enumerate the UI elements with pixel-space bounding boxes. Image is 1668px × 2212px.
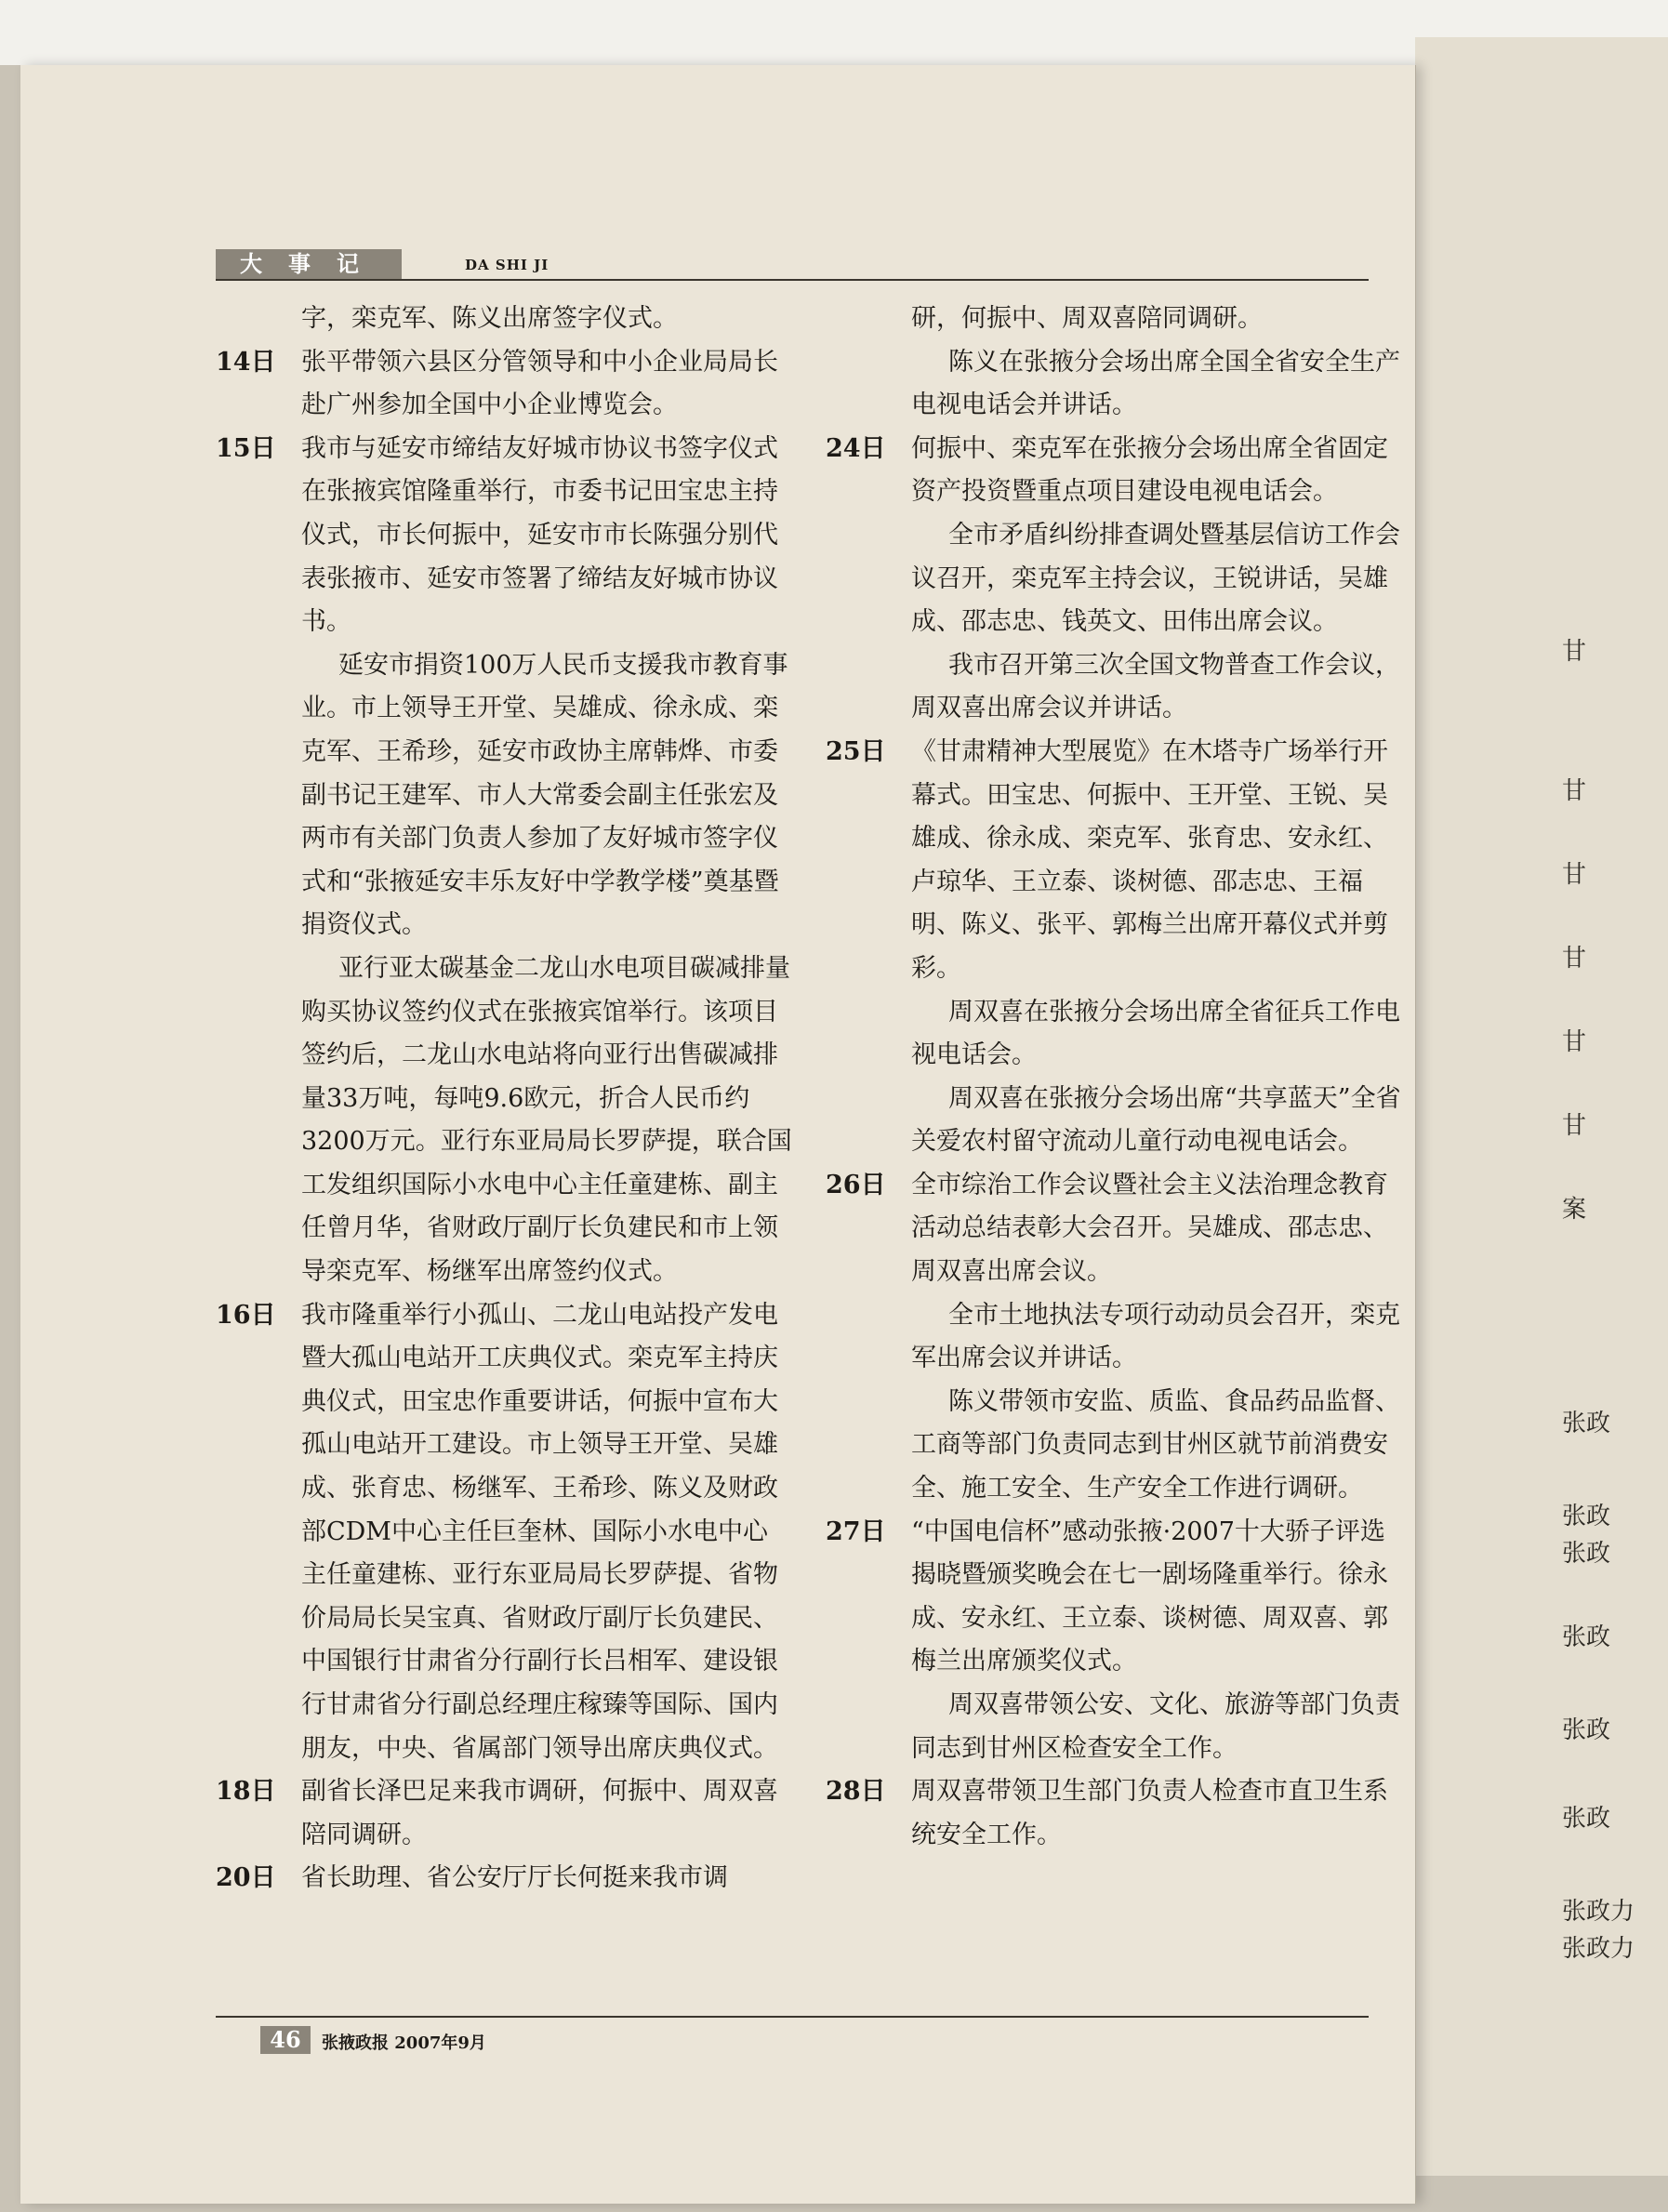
entry xyxy=(216,298,792,341)
entry xyxy=(216,1294,792,1771)
entry-text: 周双喜在张掖分会场出席“共享蓝天”全省关爱农村留守流动儿童行动电视电话会。 xyxy=(911,1083,1401,1157)
edge-fragment: 甘 xyxy=(1562,1112,1587,1140)
left-column xyxy=(216,298,792,1901)
entry-day: 25日 xyxy=(826,736,886,766)
entry xyxy=(216,947,792,1294)
entry-text: 陈义在张掖分会场出席全国全省安全生产电视电话会并讲话。 xyxy=(911,347,1400,420)
entry xyxy=(216,644,792,947)
entry-text: 亚行亚太碳基金二龙山水电项目碳减排量购买协议签约仪式在张掖宾馆举行。该项目签约后，二龙山水电站将向亚行出售碳减排量33万吨，每吨9.6欧元，折合人民币约3200万元。亚行东亚局局长罗萨提，联合国工发组织国际小水电中心主任童建栋、副主任曾月华，省财政厅副厅长负建民和市上领导栾克军、杨继军出席签约仪式。 xyxy=(301,953,792,1287)
edge-fragment: 甘 xyxy=(1562,945,1587,973)
entry xyxy=(826,1294,1402,1381)
edge-fragment: 甘 xyxy=(1562,638,1587,666)
entry xyxy=(826,1511,1402,1684)
entry-text: 何振中、栾克军在张掖分会场出席全省固定资产投资暨重点项目建设电视电话会。 xyxy=(911,433,1388,507)
entry xyxy=(826,1078,1402,1164)
entry-text: 全市土地执法专项行动动员会召开，栾克军出席会议并讲话。 xyxy=(911,1300,1400,1373)
entry xyxy=(826,991,1402,1078)
right-column xyxy=(826,298,1402,1857)
publication-info: 张掖政报 2007年9月 xyxy=(322,2033,486,2053)
entry-text: 全市矛盾纠纷排查调处暨基层信访工作会议召开，栾克军主持会议，王锐讲话，吴雄成、邵志忠、钱英文、田伟出席会议。 xyxy=(911,520,1400,637)
entry-day: 16日 xyxy=(216,1300,276,1330)
section-title: 大事记 xyxy=(216,249,402,279)
entry-day: 27日 xyxy=(826,1517,886,1546)
entry xyxy=(216,341,792,428)
entry xyxy=(216,1857,792,1901)
entry-text: 我市召开第三次全国文物普查工作会议，周双喜出席会议并讲话。 xyxy=(911,650,1400,723)
edge-fragment: 张政 xyxy=(1562,1805,1611,1833)
page-number: 46 xyxy=(260,2026,311,2054)
entry xyxy=(826,731,1402,991)
entry xyxy=(826,1684,1402,1770)
entry-text: 副省长泽巴足来我市调研，何振中、周双喜陪同调研。 xyxy=(301,1777,778,1849)
entry xyxy=(826,1770,1402,1857)
entry-text: 研，何振中、周双喜陪同调研。 xyxy=(911,304,1263,333)
edge-fragment: 甘 xyxy=(1562,861,1587,889)
entry-text: “中国电信杯”感动张掖·2007十大骄子评选揭晓暨颁奖晚会在七一剧场隆重举行。徐永成、安永红、王立泰、谈树德、周双喜、郭梅兰出席颁奖仪式。 xyxy=(911,1517,1388,1676)
edge-fragment: 张政 xyxy=(1562,1540,1611,1568)
entry xyxy=(826,298,1402,341)
entry-day: 20日 xyxy=(216,1863,276,1893)
entry-text: 周双喜在张掖分会场出席全省征兵工作电视电话会。 xyxy=(911,997,1400,1070)
edge-fragment: 张政力 xyxy=(1562,1898,1635,1926)
entry-text: 我市隆重举行小孤山、二龙山电站投产发电暨大孤山电站开工庆典仪式。栾克军主持庆典仪式，田宝忠作重要讲话，何振中宣布大孤山电站开工建设。市上领导王开堂、吴雄成、张育忠、杨继军、王希珍、陈义及财政部CDM中心主任巨奎林、国际小水电中心主任童建栋、亚行东亚局局长罗萨提、省物价局局长吴宝真、省财政厅副厅长负建民、中国银行甘肃省分行副行长吕相军、建设银行甘肃省分行副总经理庄稼臻等国际、国内朋友，中央、省属部门领导出席庆典仪式。 xyxy=(301,1300,778,1763)
entry-day: 28日 xyxy=(826,1777,886,1807)
entry-text: 周双喜带领卫生部门负责人检查市直卫生系统安全工作。 xyxy=(911,1777,1388,1849)
entry-text: 字，栾克军、陈义出席签字仪式。 xyxy=(301,304,678,333)
entry xyxy=(216,428,792,644)
entry-day: 24日 xyxy=(826,433,886,463)
entry-text: 张平带领六县区分管领导和中小企业局局长赴广州参加全国中小企业博览会。 xyxy=(301,347,778,420)
edge-fragment: 甘 xyxy=(1562,777,1587,805)
edge-fragment: 案 xyxy=(1562,1196,1587,1224)
entry-day: 18日 xyxy=(216,1777,276,1807)
entry xyxy=(826,1381,1402,1511)
page-footer xyxy=(260,2026,1413,2054)
section-header xyxy=(216,249,1369,281)
entry-text: 省长助理、省公安厅厅长何挺来我市调 xyxy=(301,1863,728,1893)
edge-fragment: 张政 xyxy=(1562,1623,1611,1651)
edge-fragment: 张政 xyxy=(1562,1410,1611,1437)
entry-day: 15日 xyxy=(216,433,276,463)
entry xyxy=(216,1770,792,1857)
entry-day: 26日 xyxy=(826,1170,886,1199)
adjacent-page-fragments xyxy=(1562,0,1668,2212)
footer-rule xyxy=(216,2016,1369,2018)
entry-text: 全市综治工作会议暨社会主义法治理念教育活动总结表彰大会召开。吴雄成、邵志忠、周双喜出席会议。 xyxy=(911,1170,1388,1287)
entry-day: 14日 xyxy=(216,347,276,377)
section-title-en: DA SHI JI xyxy=(465,257,549,273)
entry xyxy=(826,341,1402,428)
edge-fragment: 张政力 xyxy=(1562,1935,1635,1963)
entry-text: 周双喜带领公安、文化、旅游等部门负责同志到甘州区检查安全工作。 xyxy=(911,1690,1400,1763)
entry xyxy=(826,428,1402,514)
edge-fragment: 张政 xyxy=(1562,1716,1611,1744)
edge-fragment: 张政 xyxy=(1562,1503,1611,1530)
entry-text: 《甘肃精神大型展览》在木塔寺广场举行开幕式。田宝忠、何振中、王开堂、王锐、吴雄成、徐永成、栾克军、张育忠、安永红、卢琼华、王立泰、谈树德、邵志忠、王福明、陈义、张平、郭梅兰出席开幕仪式并剪彩。 xyxy=(911,736,1388,983)
entry-text: 我市与延安市缔结友好城市协议书签字仪式在张掖宾馆隆重举行，市委书记田宝忠主持仪式，市长何振中，延安市市长陈强分别代表张掖市、延安市签署了缔结友好城市协议书。 xyxy=(301,433,778,637)
edge-fragment: 甘 xyxy=(1562,1028,1587,1056)
entry-text: 延安市捐资100万人民币支援我市教育事业。市上领导王开堂、吴雄成、徐永成、栾克军、王希珍，延安市政协主席韩烨、市委副书记王建军、市人大常委会副主任张宏及两市有关部门负责人参加了友好城市签字仪式和“张掖延安丰乐友好中学教学楼”奠基暨捐资仪式。 xyxy=(301,650,788,940)
entry xyxy=(826,514,1402,644)
entry xyxy=(826,644,1402,731)
entry-text: 陈义带领市安监、质监、食品药品监督、工商等部门负责同志到甘州区就节前消费安全、施工安全、生产安全工作进行调研。 xyxy=(911,1386,1400,1503)
entry xyxy=(826,1164,1402,1294)
